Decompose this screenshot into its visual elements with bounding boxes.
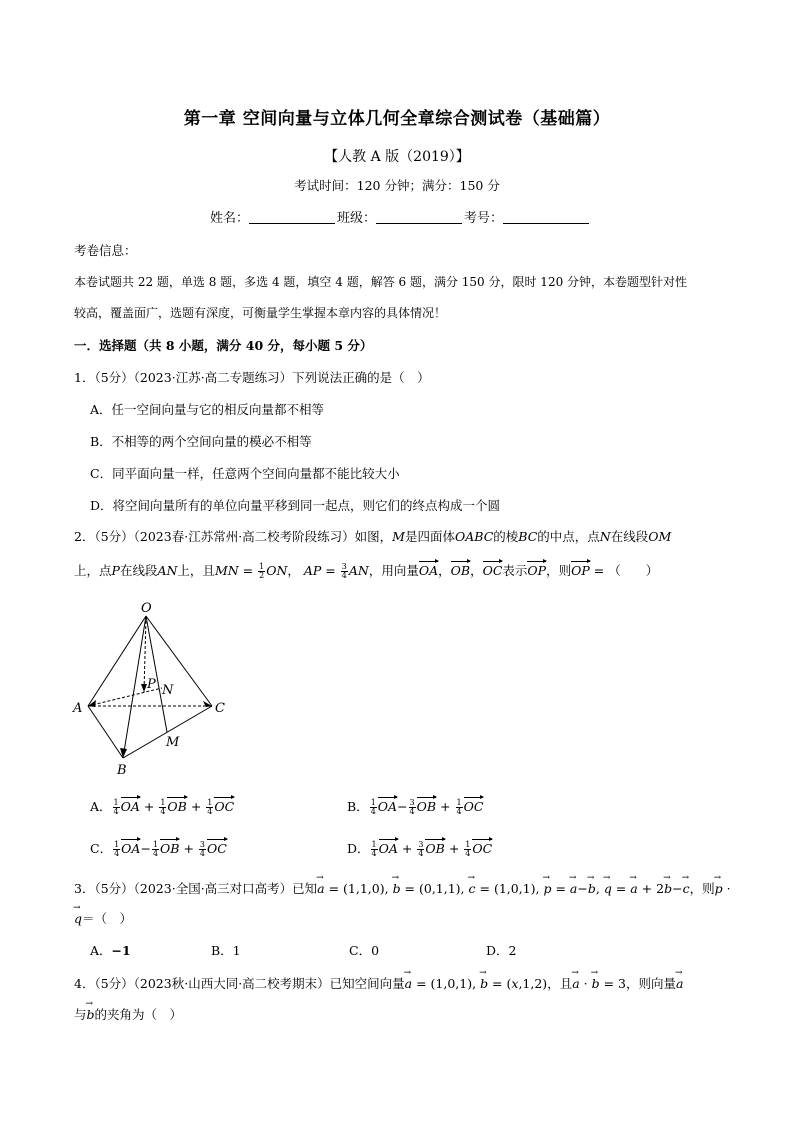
edge-oc bbox=[146, 616, 212, 706]
q2-option-d[interactable]: D． $\frac{1}{4}$ OA + $\frac{3}{4}$ OB + $\frac{1}{4}$ OC bbox=[347, 840, 493, 858]
segment-om: OM bbox=[648, 529, 672, 544]
label-b: B bbox=[117, 763, 127, 778]
q2-option-c[interactable]: C． $\frac{1}{4}$ OA− $\frac{1}{4}$ OB + $\frac{3}{4}$ OC bbox=[90, 840, 227, 858]
number-label: 考号： bbox=[464, 211, 504, 226]
point-m: M bbox=[392, 529, 405, 544]
q3-option-a[interactable]: A．−1 bbox=[90, 943, 131, 958]
label-p: P bbox=[147, 677, 156, 692]
fraction-three-quarters: $\frac{3}{4}$ bbox=[341, 562, 347, 580]
info-label: 考卷信息： bbox=[74, 243, 137, 258]
page-title: 第一章 空间向量与立体几何全章综合测试卷（基础篇） bbox=[183, 109, 611, 129]
tetrahedron-diagram bbox=[70, 596, 240, 780]
q4-line-1: 4．（5分）（2023秋·山西大同·高二校考期末）已知空间向量→ a = (1,0,1), → b = (x,1,2)，且→ a · → b = 3，则向量→ a bbox=[74, 974, 683, 992]
exam-time: 考试时间：120 分钟；满分：150 分 bbox=[294, 178, 500, 193]
q3-line-1: 3．（5分）（2023·全国·高三对口高考）已知→ a = (1,1,0), → b = (0,1,1), → c = (1,0,1), → p = → a−→ b, → q = → a + 2→ b−→ c，则→ p · bbox=[74, 879, 731, 897]
name-blank[interactable] bbox=[249, 209, 335, 224]
label-a: A bbox=[73, 701, 83, 716]
edge-oa bbox=[88, 616, 146, 706]
number-blank[interactable] bbox=[503, 209, 589, 224]
info-line-1: 本卷试题共 22 题，单选 8 题，多选 4 题，填空 4 题，解答 6 题，满分 150 分，限时 120 分钟，本卷题型针对性 bbox=[74, 275, 688, 289]
label-o: O bbox=[141, 601, 152, 616]
edition-subtitle: 【人教 A 版（2019）】 bbox=[324, 149, 470, 165]
q3-option-b[interactable]: B．1 bbox=[211, 943, 241, 958]
q1-option-a[interactable]: A．任一空间向量与它的相反向量都不相等 bbox=[90, 402, 325, 417]
name-label: 姓名： bbox=[210, 211, 250, 226]
info-line-2: 较高，覆盖面广，选题有深度，可衡量学生掌握本章内容的具体情况！ bbox=[74, 306, 447, 320]
label-n: N bbox=[162, 683, 174, 698]
fraction-half: $\frac{1}{2}$ bbox=[259, 562, 265, 580]
q1-option-b[interactable]: B．不相等的两个空间向量的模必不相等 bbox=[90, 434, 312, 449]
q1-option-d[interactable]: D．将空间向量所有的单位向量平移到同一起点，则它们的终点构成一个圆 bbox=[90, 498, 501, 513]
q2-option-a[interactable]: A． $\frac{1}{4}$ OA + $\frac{1}{4}$ OB + $\frac{1}{4}$ OC bbox=[90, 798, 235, 816]
q3-option-d[interactable]: D．2 bbox=[486, 943, 517, 958]
student-fields bbox=[210, 207, 591, 226]
section-heading: 一．选择题（共 8 小题，满分 40 分，每小题 5 分） bbox=[74, 338, 373, 353]
edge-bc: BC bbox=[518, 529, 538, 544]
q2-line-1: 2．（5分）（2023春·江苏常州·高二校考阶段练习）如图，M是四面体OABC的棱BC的中点，点N在线段OM bbox=[74, 529, 672, 544]
point-n: N bbox=[599, 529, 611, 544]
q3-option-c[interactable]: C．0 bbox=[349, 943, 380, 958]
class-blank[interactable] bbox=[376, 209, 462, 224]
segment-om-line bbox=[146, 616, 167, 732]
class-label: 班级： bbox=[337, 211, 377, 226]
point-p: P bbox=[111, 563, 120, 578]
q1-option-c[interactable]: C．同平面向量一样，任意两个空间向量都不能比较大小 bbox=[90, 466, 400, 481]
tetra-oabc: OABC bbox=[455, 529, 494, 544]
label-m: M bbox=[166, 735, 180, 750]
q2-option-b[interactable]: B． $\frac{1}{4}$ OA− $\frac{3}{4}$ OB + $\frac{1}{4}$ OC bbox=[347, 798, 484, 816]
edge-bc bbox=[123, 706, 212, 758]
q4-line-2: 与→ b的夹角为（ ） bbox=[74, 1005, 182, 1023]
q3-line-2: → q＝（ ） bbox=[74, 909, 132, 927]
label-c: C bbox=[215, 701, 225, 716]
edge-ab bbox=[88, 706, 123, 758]
q2-line-2: 上，点P在线段AN上，且MN = $\frac{1}{2}$ ON， AP = $\frac{3}{4}$ AN，用向量OA，OB，OC表示OP，则OP = （ ） bbox=[74, 562, 659, 580]
q1-stem: 1．（5分）（2023·江苏·高二专题练习）下列说法正确的是（ ） bbox=[74, 370, 430, 385]
